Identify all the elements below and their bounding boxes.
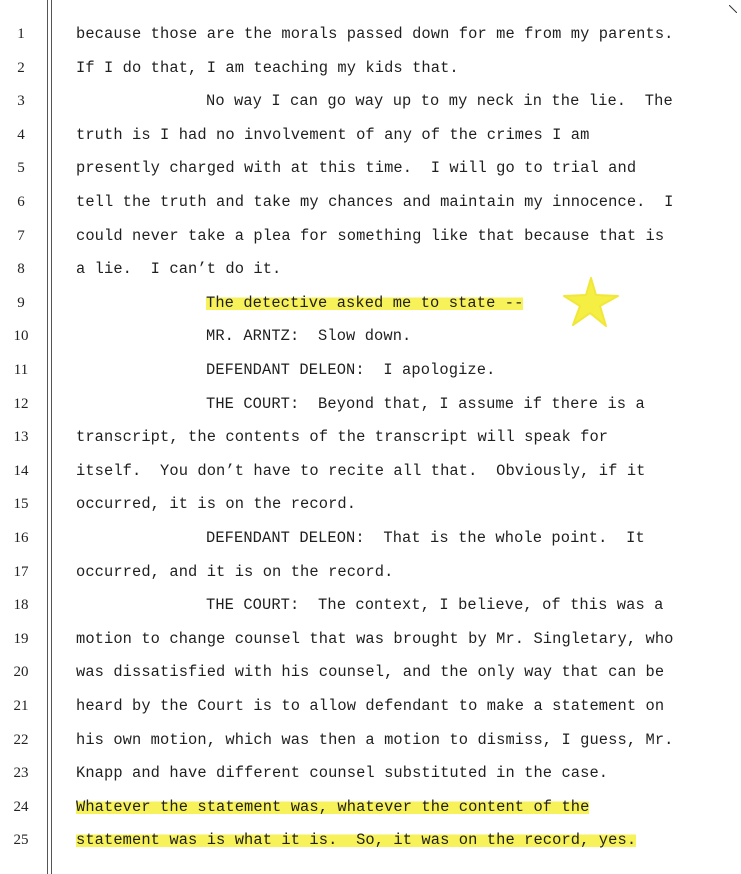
line-text: occurred, it is on the record. xyxy=(76,495,357,513)
line-number: 9 xyxy=(17,295,25,311)
line-text: was dissatisfied with his counsel, and the only way that can be xyxy=(76,663,665,681)
line-number: 18 xyxy=(13,597,29,613)
line-number: 24 xyxy=(13,799,29,815)
transcript-line xyxy=(76,495,356,513)
transcript-line xyxy=(76,59,459,77)
transcript-line xyxy=(206,92,673,110)
line-text: occurred, and it is on the record. xyxy=(76,563,394,581)
transcript-line xyxy=(76,831,636,849)
line-text: tell the truth and take my chances and maintain my innocence. I xyxy=(76,193,674,211)
line-number: 20 xyxy=(13,664,29,680)
transcript-line xyxy=(76,798,589,816)
transcript-line xyxy=(76,126,589,144)
transcript-line xyxy=(76,630,674,648)
line-text: Knapp and have different counsel substituted in the case. xyxy=(76,764,609,782)
highlighted-text: The detective asked me to state -- xyxy=(206,294,524,312)
transcript-line xyxy=(76,731,674,749)
transcript-line xyxy=(206,596,663,614)
line-number: 2 xyxy=(17,60,25,76)
line-number: 4 xyxy=(17,127,25,143)
line-text: itself. You don’t have to recite all that. Obviously, if it xyxy=(76,462,646,480)
transcript-line xyxy=(76,159,636,177)
transcript-line xyxy=(76,663,664,681)
line-number: 16 xyxy=(13,530,29,546)
margin-rule-left xyxy=(47,0,48,874)
line-number: 1 xyxy=(17,26,25,42)
line-number: 15 xyxy=(13,496,29,512)
transcript-line xyxy=(206,361,495,379)
line-text: THE COURT: The context, I believe, of this was a xyxy=(206,596,664,614)
line-number: 12 xyxy=(13,396,29,412)
transcript-line xyxy=(76,563,393,581)
line-number: 14 xyxy=(13,463,29,479)
transcript-line xyxy=(76,697,664,715)
transcript-line xyxy=(76,227,664,245)
line-text: presently charged with at this time. I will go to trial and xyxy=(76,159,637,177)
line-number: 17 xyxy=(13,564,29,580)
line-text: heard by the Court is to allow defendant to make a statement on xyxy=(76,697,665,715)
transcript-line xyxy=(76,462,646,480)
line-number: 3 xyxy=(17,93,25,109)
highlighter-star-icon xyxy=(560,276,622,330)
highlighted-text: Whatever the statement was, whatever the content of the xyxy=(76,798,590,816)
highlighted-text: statement was is what it is. So, it was on the record, yes. xyxy=(76,831,637,849)
line-text: because those are the morals passed down for me from my parents. xyxy=(76,25,674,43)
transcript-line xyxy=(76,193,674,211)
line-text: motion to change counsel that was brought by Mr. Singletary, who xyxy=(76,630,674,648)
line-number: 22 xyxy=(13,732,29,748)
corner-mark-icon xyxy=(729,0,737,8)
line-number: 19 xyxy=(13,631,29,647)
line-text: MR. ARNTZ: Slow down. xyxy=(206,327,412,345)
transcript-line xyxy=(206,529,645,547)
transcript-line xyxy=(76,25,674,43)
line-number: 10 xyxy=(13,328,29,344)
line-number: 11 xyxy=(13,362,29,378)
line-number: 7 xyxy=(17,228,25,244)
transcript-line xyxy=(206,327,411,345)
line-number: 21 xyxy=(13,698,29,714)
transcript-line xyxy=(76,428,608,446)
line-text: DEFENDANT DELEON: That is the whole point. It xyxy=(206,529,645,547)
line-text: THE COURT: Beyond that, I assume if there is a xyxy=(206,395,645,413)
line-number: 25 xyxy=(13,832,29,848)
line-text: truth is I had no involvement of any of the crimes I am xyxy=(76,126,590,144)
line-text: DEFENDANT DELEON: I apologize. xyxy=(206,361,496,379)
line-number: 13 xyxy=(13,429,29,445)
transcript-line xyxy=(206,294,523,312)
line-number: 5 xyxy=(17,160,25,176)
line-number: 6 xyxy=(17,194,25,210)
line-text: transcript, the contents of the transcript will speak for xyxy=(76,428,609,446)
line-number: 23 xyxy=(13,765,29,781)
transcript-line xyxy=(76,260,281,278)
line-text: If I do that, I am teaching my kids that. xyxy=(76,59,459,77)
transcript-line xyxy=(206,395,645,413)
line-number: 8 xyxy=(17,261,25,277)
line-text: his own motion, which was then a motion to dismiss, I guess, Mr. xyxy=(76,731,674,749)
line-text: could never take a plea for something like that because that is xyxy=(76,227,665,245)
line-text: No way I can go way up to my neck in the lie. The xyxy=(206,92,673,110)
margin-rule-right xyxy=(51,0,52,874)
line-text: a lie. I can’t do it. xyxy=(76,260,282,278)
transcript-line xyxy=(76,764,608,782)
